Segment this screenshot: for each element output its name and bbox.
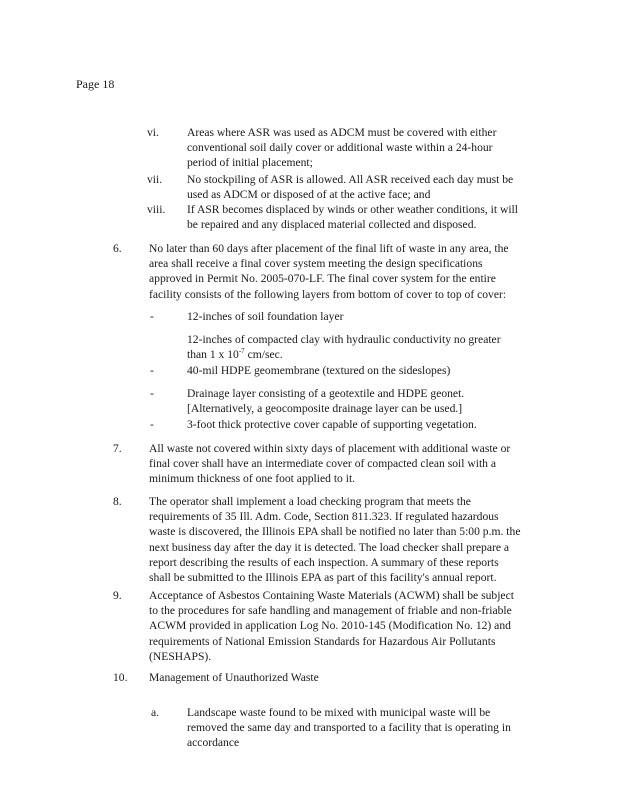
item-9-number: 9. bbox=[113, 589, 122, 602]
layer-hdpe-geomembrane: 40-mil HDPE geomembrane (textured on the sideslopes) bbox=[187, 364, 451, 377]
item-6-text: No later than 60 days after placement of the final lift of waste in any area, the area shall receive a final cover system meeting the design specifications approved in Permit No. 2005-070-LF. The final cover system for the entire facility consists of the following layers from bottom of cover to top of cover: bbox=[149, 242, 509, 301]
layer-bullet: - bbox=[150, 310, 154, 323]
layer-soil-foundation: 12-inches of soil foundation layer bbox=[187, 310, 344, 323]
item-10-title: Management of Unauthorized Waste bbox=[149, 671, 319, 684]
item-10a-letter: a. bbox=[151, 706, 160, 719]
roman-item-vii-number: vii. bbox=[147, 173, 163, 186]
item-9-text: Acceptance of Asbestos Containing Waste Materials (ACWM) shall be subject to the procedures for safe handling and management of friable and non-friable ACWM provided in application Log No. 2010-145 (Modification No. 12) and requirements of National Emission Standards for Hazardous Air Pollutants (NESHAPS). bbox=[149, 589, 514, 663]
layer-protective-cover: 3-foot thick protective cover capable of supporting vegetation. bbox=[187, 418, 477, 431]
layer-compacted-clay bbox=[187, 332, 523, 362]
layer-bullet: - bbox=[150, 387, 154, 400]
item-8-number: 8. bbox=[113, 495, 122, 508]
layer-bullet: - bbox=[150, 418, 154, 431]
roman-item-viii-number: viii. bbox=[147, 203, 166, 216]
layer-clay-text-post: cm/sec. bbox=[244, 348, 283, 362]
item-10-number: 10. bbox=[113, 671, 128, 684]
item-7-text: All waste not covered within sixty days of placement with additional waste or final cover shall have an intermediate cover of compacted clean soil with a minimum thickness of one foot applied to it. bbox=[149, 442, 511, 486]
roman-item-viii-text: If ASR becomes displaced by winds or other weather conditions, it will be repaired and any displaced material collected and disposed. bbox=[187, 203, 519, 232]
page-number-label: Page 18 bbox=[76, 77, 115, 91]
item-6-number: 6. bbox=[113, 242, 122, 255]
roman-item-vi-text: Areas where ASR was used as ADCM must be covered with either conventional soil daily cover or additional waste within a 24-hour period of initial placement; bbox=[187, 126, 497, 170]
roman-item-vi-number: vi. bbox=[147, 126, 159, 139]
layer-drainage: Drainage layer consisting of a geotextile and HDPE geonet. [Alternatively, a geocomposite drainage layer can be used.] bbox=[187, 387, 465, 416]
item-7-number: 7. bbox=[113, 442, 122, 455]
layer-clay-exponent: -7 bbox=[238, 347, 245, 356]
item-8-text: The operator shall implement a load checking program that meets the requirements of 35 Ill. Adm. Code, Section 811.323. If regulated hazardous waste is discovered, the Illinois EPA shall be notified no later than 5:00 p.m. the next business day after the day it is detected. The load checker shall prepare a report describing the results of each inspection. A summary of these reports shall be submitted to the Illinois EPA as part of this facility's annual report. bbox=[149, 495, 521, 585]
layer-bullet: - bbox=[150, 364, 154, 377]
roman-item-vii-text: No stockpiling of ASR is allowed. All ASR received each day must be used as ADCM or disposed of at the active face; and bbox=[187, 173, 514, 202]
item-10a-text: Landscape waste found to be mixed with municipal waste will be removed the same day and transported to a facility that is operating in accordance bbox=[187, 706, 511, 750]
layer-clay-text-pre: 12-inches of compacted clay with hydraulic conductivity no greater than 1 x 10 bbox=[187, 333, 501, 362]
